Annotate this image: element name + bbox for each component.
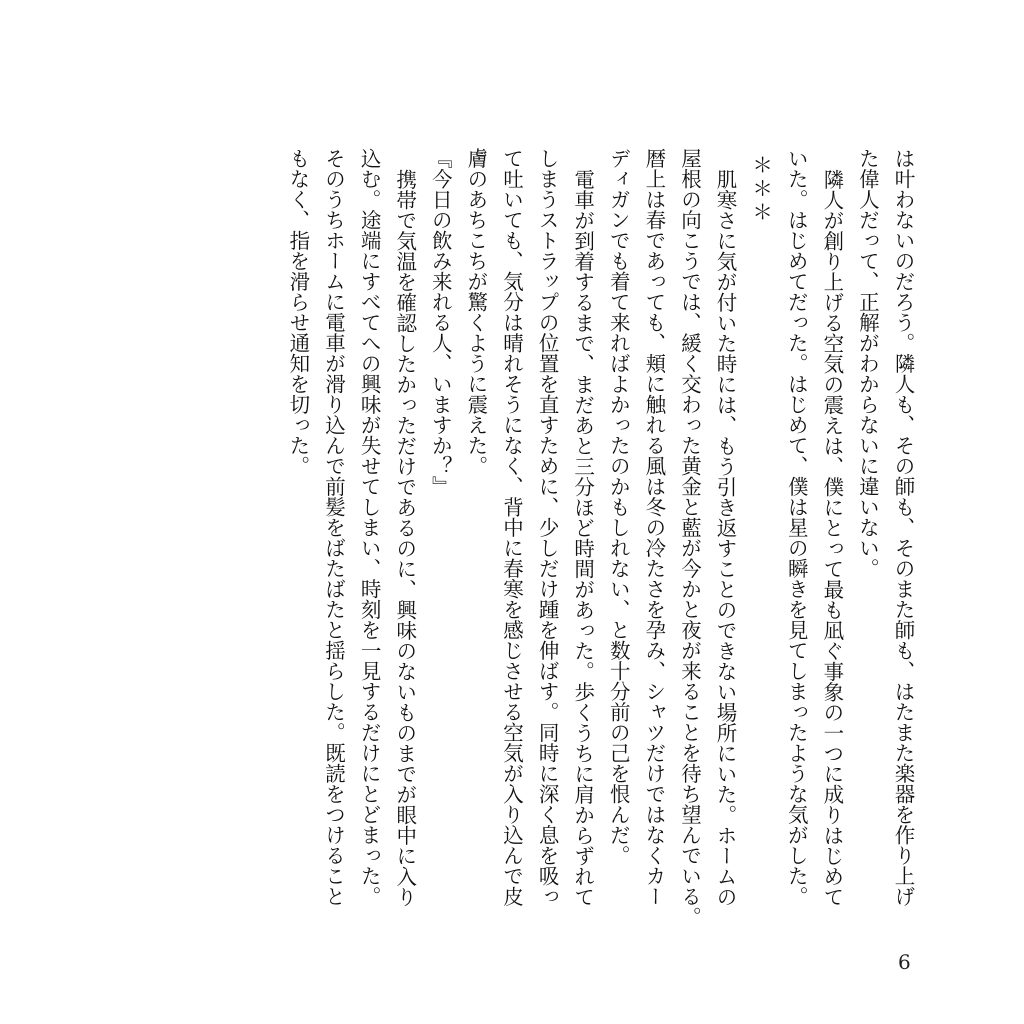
text-line: しまうストラップの位置を直すために、少しだけ踵を伸ばす。同時に深く息を吸っ (535, 148, 560, 907)
text-line: た偉人だって、正解がわからないに違いない。 (855, 148, 880, 579)
page-number: 6 (898, 950, 911, 974)
text-line: 暦上は春であっても、頬に触れる風は冬の冷たさを孕み、シャツだけではなくカー (641, 148, 666, 907)
text-line: もなく、指を滑らせ通知を切った。 (285, 148, 310, 476)
text-line: いた。はじめてだった。はじめて、僕は星の瞬きを見てしまったような気がした。 (784, 148, 809, 907)
text-line: 携帯で気温を確認したかっただけであるのに、興味のないものまでが眼中に入り (392, 168, 417, 907)
text-line: 屋根の向こうでは、緩く交わった黄金と藍が今かと夜が来ることを待ち望んでいる。 (677, 148, 702, 927)
text-line: 電車が到着するまで、まだあと三分ほど時間があった。歩くうちに肩からずれて (570, 168, 595, 907)
text-line: は叶わないのだろう。隣人も、その師も、そのまた師も、はたまた楽器を作り上げ (891, 148, 915, 907)
text-line: そのうちホームに電車が滑り込んで前髪をばたばたと揺らした。既読をつけること (321, 148, 346, 907)
text-line: 肌寒さに気が付いた時には、もう引き返すことのできない場所にいた。ホームの (713, 168, 738, 907)
text-line: て吐いても、気分は晴れそうになく、背中に春寒を感じさせる空気が入り込んで皮 (499, 148, 524, 907)
section-break: ＊＊＊ (748, 154, 773, 225)
text-line: 隣人が創り上げる空気の震えは、僕にとって最も凪ぐ事象の一つに成りはじめて (819, 168, 844, 907)
vertical-body-text (279, 148, 920, 938)
text-line: 『今日の飲み来れる人、いますか？』 (428, 148, 453, 497)
text-line: 込む。途端にすべてへの興味が失せてしまい、時刻を一見するだけにとどまった。 (357, 148, 382, 907)
text-line: 膚のあちこちが驚くように震えた。 (463, 148, 488, 476)
text-line: ディガンでも着て来ればよかったのかもしれない、と数十分前の己を恨んだ。 (606, 148, 631, 866)
